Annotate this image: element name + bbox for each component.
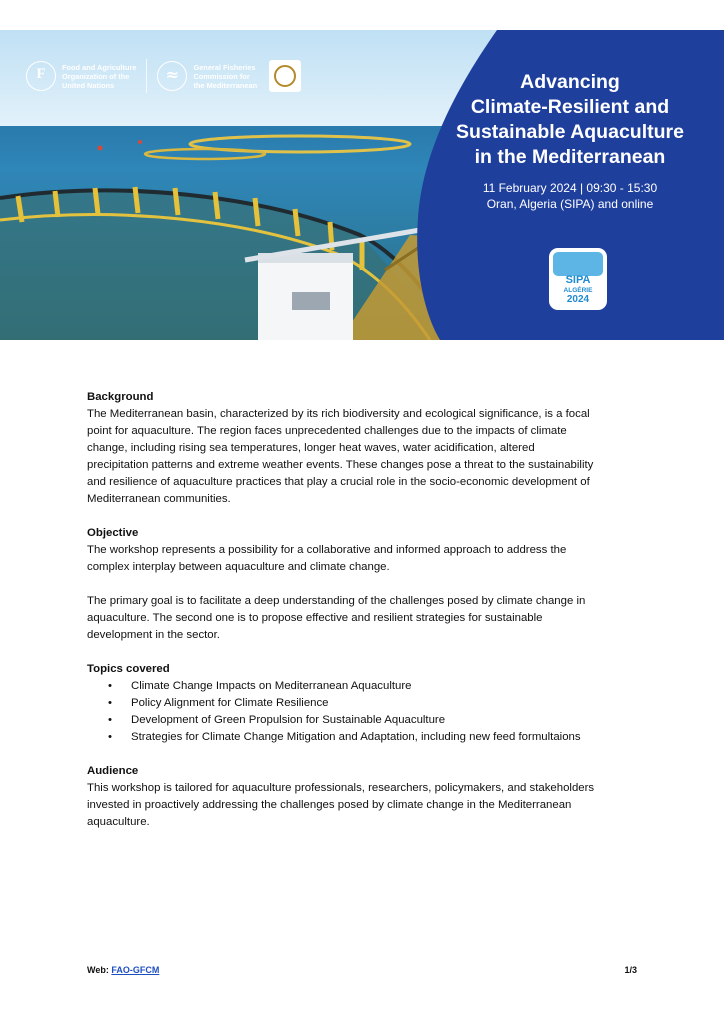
sipa-logo-country: ALGÉRIE <box>563 287 593 294</box>
fao-gfcm-link[interactable]: FAO-GFCM <box>111 965 160 975</box>
text-line: precipitation patterns and extreme weather events. These changes pose a threat to the sustainability <box>87 459 594 471</box>
sipa-fish-icon <box>553 252 603 276</box>
list-item <box>87 729 647 746</box>
topic-text: Development of Green Propulsion for Sustainable Aquaculture <box>131 714 446 726</box>
background-heading: Background <box>87 391 154 403</box>
fao-logo <box>26 61 136 91</box>
objective-heading: Objective <box>87 527 139 539</box>
background-paragraph <box>87 406 647 508</box>
fao-name-line: United Nations <box>62 80 115 90</box>
topic-text: Climate Change Impacts on Mediterranean Aquaculture <box>131 680 412 692</box>
event-date-time: 11 February 2024 | 09:30 - 15:30 <box>482 181 658 195</box>
text-line: change, including rising sea temperatures, longer heat waves, water acidification, altered <box>87 442 535 454</box>
text-line: aquaculture. The second one is to propose effective and resilient strategies for sustainable <box>87 612 543 624</box>
topic-text: Strategies for Climate Change Mitigation and Adaptation, including new feed formultaions <box>131 731 581 743</box>
event-location: Oran, Algeria (SIPA) and online <box>486 197 654 211</box>
text-line: The Mediterranean basin, characterized by its rich biodiversity and ecological significance, is a focal <box>87 408 590 420</box>
text-line: invested in proactively addressing the challenges posed by climate change in the Mediterranean <box>87 799 572 811</box>
list-item <box>87 678 647 695</box>
topic-text: Policy Alignment for Climate Resilience <box>131 697 329 709</box>
event-title-line: in the Mediterranean <box>474 146 666 168</box>
bullet-icon: • <box>108 714 112 726</box>
document-body <box>87 389 647 831</box>
gfcm-name-line: Commission for <box>193 71 250 81</box>
fao-name-line: Food and Agriculture <box>62 62 137 72</box>
text-line: and resilience of aquaculture practices that play a crucial role in the socio-economic development of <box>87 476 590 488</box>
text-line: point for aquaculture. The region faces unprecedented challenges due to the impacts of climate <box>87 425 567 437</box>
fao-emblem-icon <box>26 61 56 91</box>
text-line: The primary goal is to facilitate a deep understanding of the challenges posed by climate change in <box>87 595 586 607</box>
text-line: development in the sector. <box>87 629 220 641</box>
event-title-line: Advancing <box>520 71 620 93</box>
sipa-2024-logo <box>549 248 607 310</box>
gfcm-name-line: the Mediterranean <box>193 80 258 90</box>
text-line: The workshop represents a possibility for a collaborative and informed approach to address the <box>87 544 567 556</box>
page-footer <box>87 964 637 976</box>
text-line: complex interplay between aquaculture and climate change. <box>87 561 390 573</box>
goal-paragraph <box>87 593 647 644</box>
topics-list <box>87 678 647 746</box>
bullet-icon: • <box>108 731 112 743</box>
sipa-logo-year: 2024 <box>566 294 590 305</box>
bullet-icon: • <box>108 697 112 709</box>
gfcm-fish-icon <box>157 61 187 91</box>
page-number: 1/3 <box>624 965 637 975</box>
partner-logos <box>26 56 301 96</box>
event-title-line: Sustainable Aquaculture <box>456 121 684 143</box>
sipa-logo-word: SIPA <box>565 274 591 286</box>
event-title-line: Climate-Resilient and <box>470 96 670 118</box>
gfcm-name-line: General Fisheries <box>193 62 256 72</box>
gfcm-logo <box>157 61 257 91</box>
fao-name-line: Organization of the <box>62 71 130 81</box>
algeria-ministry-seal-icon <box>269 60 301 92</box>
list-item <box>87 712 647 729</box>
topics-heading: Topics covered <box>87 663 170 675</box>
list-item <box>87 695 647 712</box>
text-line: aquaculture. <box>87 816 150 828</box>
logo-divider <box>146 59 147 93</box>
event-title-block <box>440 70 700 212</box>
audience-paragraph <box>87 780 647 831</box>
objective-paragraph <box>87 542 647 576</box>
audience-heading: Audience <box>87 765 139 777</box>
header-banner <box>0 30 724 340</box>
web-label: Web: <box>87 965 109 975</box>
text-line: This workshop is tailored for aquaculture professionals, researchers, policymakers, and stakeholders <box>87 782 595 794</box>
text-line: Mediterranean communities. <box>87 493 231 505</box>
bullet-icon: • <box>108 680 112 692</box>
